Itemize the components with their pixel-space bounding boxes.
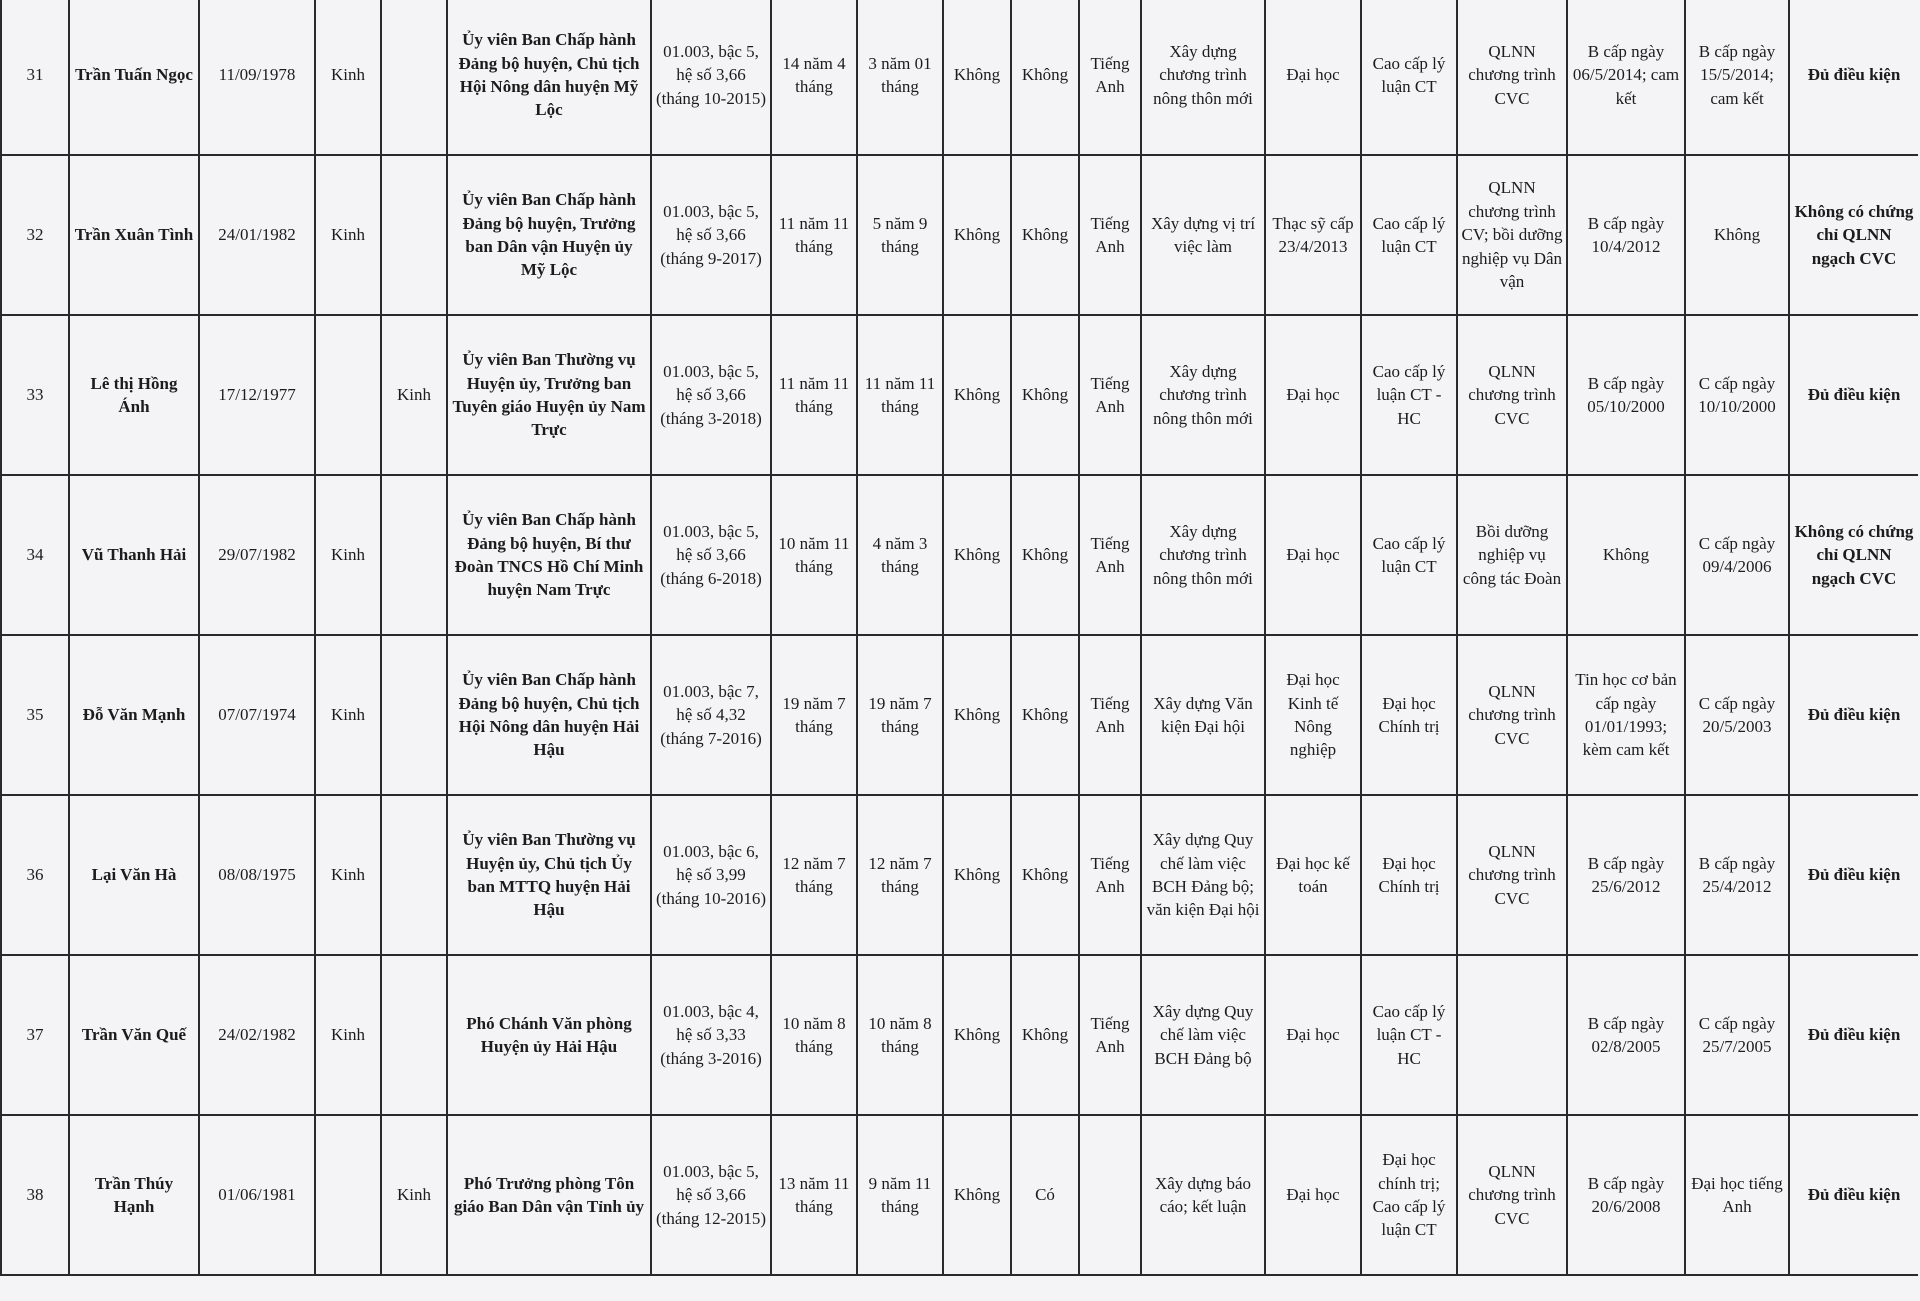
position-cell: Ủy viên Ban Chấp hành Đảng bộ huyện, Chủ tịch Hội Nông dân huyện Mỹ Lộc (447, 0, 651, 155)
years-b-cell: 5 năm 9 tháng (857, 155, 943, 315)
ethnic-female-cell (381, 155, 447, 315)
col-b-cell: Có (1011, 1115, 1079, 1275)
foreign-lang-cell: C cấp ngày 20/5/2003 (1685, 635, 1789, 795)
col-b-cell: Không (1011, 0, 1079, 155)
project-cell: Xây dựng chương trình nông thôn mới (1141, 315, 1265, 475)
name-cell: Đỗ Văn Mạnh (69, 635, 199, 795)
years-b-cell: 12 năm 7 tháng (857, 795, 943, 955)
col-a-cell: Không (943, 635, 1011, 795)
dob-cell: 08/08/1975 (199, 795, 315, 955)
dob-cell: 24/01/1982 (199, 155, 315, 315)
col-b-cell: Không (1011, 155, 1079, 315)
years-b-cell: 9 năm 11 tháng (857, 1115, 943, 1275)
conclusion-cell: Đủ điều kiện (1789, 795, 1918, 955)
col-b-cell: Không (1011, 955, 1079, 1115)
col-a-cell: Không (943, 315, 1011, 475)
dob-cell: 11/09/1978 (199, 0, 315, 155)
name-cell: Lại Văn Hà (69, 795, 199, 955)
project-cell: Xây dựng chương trình nông thôn mới (1141, 475, 1265, 635)
project-cell: Xây dựng chương trình nông thôn mới (1141, 0, 1265, 155)
salary-cell: 01.003, bậc 5, hệ số 3,66 (tháng 9-2017) (651, 155, 771, 315)
informatics-cell: Tin học cơ bản cấp ngày 01/01/1993; kèm cam kết (1567, 635, 1685, 795)
ethnic-male-cell (315, 315, 381, 475)
ethnic-male-cell (315, 1115, 381, 1275)
language-cell: Tiếng Anh (1079, 0, 1141, 155)
col-a-cell: Không (943, 1115, 1011, 1275)
table-row (1, 315, 1918, 475)
ethnic-male-cell: Kinh (315, 635, 381, 795)
political-cell: Đại học chính trị; Cao cấp lý luận CT (1361, 1115, 1457, 1275)
project-cell: Xây dựng Quy chế làm việc BCH Đảng bộ; văn kiện Đại hội (1141, 795, 1265, 955)
dob-cell: 01/06/1981 (199, 1115, 315, 1275)
ethnic-female-cell (381, 795, 447, 955)
dob-cell: 17/12/1977 (199, 315, 315, 475)
management-cell: QLNN chương trình CVC (1457, 315, 1567, 475)
education-cell: Đại học (1265, 1115, 1361, 1275)
col-b-cell: Không (1011, 795, 1079, 955)
position-cell: Ủy viên Ban Chấp hành Đảng bộ huyện, Chủ tịch Hội Nông dân huyện Hải Hậu (447, 635, 651, 795)
years-b-cell: 3 năm 01 tháng (857, 0, 943, 155)
education-cell: Đại học (1265, 475, 1361, 635)
conclusion-cell: Đủ điều kiện (1789, 1115, 1918, 1275)
language-cell: Tiếng Anh (1079, 475, 1141, 635)
table-row (1, 795, 1918, 955)
management-cell: QLNN chương trình CVC (1457, 635, 1567, 795)
management-cell: QLNN chương trình CVC (1457, 1115, 1567, 1275)
col-a-cell: Không (943, 955, 1011, 1115)
management-cell (1457, 955, 1567, 1115)
dob-cell: 29/07/1982 (199, 475, 315, 635)
foreign-lang-cell: C cấp ngày 09/4/2006 (1685, 475, 1789, 635)
ethnic-female-cell: Kinh (381, 1115, 447, 1275)
informatics-cell: B cấp ngày 02/8/2005 (1567, 955, 1685, 1115)
management-cell: QLNN chương trình CVC (1457, 0, 1567, 155)
informatics-cell: B cấp ngày 06/5/2014; cam kết (1567, 0, 1685, 155)
years-a-cell: 10 năm 8 tháng (771, 955, 857, 1115)
salary-cell: 01.003, bậc 7, hệ số 4,32 (tháng 7-2016) (651, 635, 771, 795)
language-cell: Tiếng Anh (1079, 315, 1141, 475)
ethnic-male-cell: Kinh (315, 155, 381, 315)
col-b-cell: Không (1011, 315, 1079, 475)
language-cell: Tiếng Anh (1079, 795, 1141, 955)
years-b-cell: 19 năm 7 tháng (857, 635, 943, 795)
conclusion-cell: Đủ điều kiện (1789, 0, 1918, 155)
stt-cell: 35 (1, 635, 69, 795)
salary-cell: 01.003, bậc 5, hệ số 3,66 (tháng 10-2015) (651, 0, 771, 155)
name-cell: Lê thị Hồng Ánh (69, 315, 199, 475)
years-b-cell: 11 năm 11 tháng (857, 315, 943, 475)
col-a-cell: Không (943, 0, 1011, 155)
conclusion-cell: Không có chứng chỉ QLNN ngạch CVC (1789, 475, 1918, 635)
foreign-lang-cell: B cấp ngày 15/5/2014; cam kết (1685, 0, 1789, 155)
informatics-cell: B cấp ngày 05/10/2000 (1567, 315, 1685, 475)
years-a-cell: 13 năm 11 tháng (771, 1115, 857, 1275)
dob-cell: 24/02/1982 (199, 955, 315, 1115)
years-b-cell: 4 năm 3 tháng (857, 475, 943, 635)
ethnic-female-cell (381, 0, 447, 155)
management-cell: QLNN chương trình CVC (1457, 795, 1567, 955)
col-a-cell: Không (943, 475, 1011, 635)
table-row (1, 955, 1918, 1115)
language-cell: Tiếng Anh (1079, 635, 1141, 795)
political-cell: Cao cấp lý luận CT (1361, 475, 1457, 635)
conclusion-cell: Không có chứng chỉ QLNN ngạch CVC (1789, 155, 1918, 315)
table-body (1, 0, 1918, 1275)
foreign-lang-cell: C cấp ngày 25/7/2005 (1685, 955, 1789, 1115)
years-b-cell: 10 năm 8 tháng (857, 955, 943, 1115)
education-cell: Thạc sỹ cấp 23/4/2013 (1265, 155, 1361, 315)
dob-cell: 07/07/1974 (199, 635, 315, 795)
col-a-cell: Không (943, 155, 1011, 315)
project-cell: Xây dựng vị trí việc làm (1141, 155, 1265, 315)
name-cell: Trần Văn Quế (69, 955, 199, 1115)
informatics-cell: B cấp ngày 25/6/2012 (1567, 795, 1685, 955)
foreign-lang-cell: C cấp ngày 10/10/2000 (1685, 315, 1789, 475)
conclusion-cell: Đủ điều kiện (1789, 955, 1918, 1115)
ethnic-male-cell: Kinh (315, 0, 381, 155)
stt-cell: 37 (1, 955, 69, 1115)
foreign-lang-cell: Không (1685, 155, 1789, 315)
position-cell: Ủy viên Ban Thường vụ Huyện ủy, Trưởng ban Tuyên giáo Huyện ủy Nam Trực (447, 315, 651, 475)
salary-cell: 01.003, bậc 6, hệ số 3,99 (tháng 10-2016) (651, 795, 771, 955)
position-cell: Ủy viên Ban Thường vụ Huyện ủy, Chủ tịch Ủy ban MTTQ huyện Hải Hậu (447, 795, 651, 955)
years-a-cell: 14 năm 4 tháng (771, 0, 857, 155)
education-cell: Đại học (1265, 955, 1361, 1115)
years-a-cell: 19 năm 7 tháng (771, 635, 857, 795)
ethnic-female-cell (381, 635, 447, 795)
name-cell: Trần Xuân Tình (69, 155, 199, 315)
stt-cell: 38 (1, 1115, 69, 1275)
stt-cell: 33 (1, 315, 69, 475)
political-cell: Cao cấp lý luận CT - HC (1361, 315, 1457, 475)
table-row (1, 0, 1918, 155)
language-cell: Tiếng Anh (1079, 155, 1141, 315)
table-row (1, 155, 1918, 315)
foreign-lang-cell: B cấp ngày 25/4/2012 (1685, 795, 1789, 955)
salary-cell: 01.003, bậc 4, hệ số 3,33 (tháng 3-2016) (651, 955, 771, 1115)
stt-cell: 36 (1, 795, 69, 955)
position-cell: Phó Chánh Văn phòng Huyện ủy Hải Hậu (447, 955, 651, 1115)
education-cell: Đại học (1265, 0, 1361, 155)
education-cell: Đại học Kinh tế Nông nghiệp (1265, 635, 1361, 795)
salary-cell: 01.003, bậc 5, hệ số 3,66 (tháng 6-2018) (651, 475, 771, 635)
informatics-cell: Không (1567, 475, 1685, 635)
political-cell: Đại học Chính trị (1361, 795, 1457, 955)
project-cell: Xây dựng báo cáo; kết luận (1141, 1115, 1265, 1275)
position-cell: Ủy viên Ban Chấp hành Đảng bộ huyện, Trưởng ban Dân vận Huyện ủy Mỹ Lộc (447, 155, 651, 315)
education-cell: Đại học (1265, 315, 1361, 475)
management-cell: QLNN chương trình CV; bồi dưỡng nghiệp vụ Dân vận (1457, 155, 1567, 315)
ethnic-male-cell: Kinh (315, 795, 381, 955)
ethnic-female-cell (381, 955, 447, 1115)
ethnic-male-cell: Kinh (315, 955, 381, 1115)
stt-cell: 34 (1, 475, 69, 635)
conclusion-cell: Đủ điều kiện (1789, 635, 1918, 795)
project-cell: Xây dựng Quy chế làm việc BCH Đảng bộ (1141, 955, 1265, 1115)
table-row (1, 1115, 1918, 1275)
salary-cell: 01.003, bậc 5, hệ số 3,66 (tháng 3-2018) (651, 315, 771, 475)
salary-cell: 01.003, bậc 5, hệ số 3,66 (tháng 12-2015) (651, 1115, 771, 1275)
name-cell: Vũ Thanh Hải (69, 475, 199, 635)
table-row (1, 635, 1918, 795)
stt-cell: 31 (1, 0, 69, 155)
ethnic-female-cell: Kinh (381, 315, 447, 475)
management-cell: Bồi dưỡng nghiệp vụ công tác Đoàn (1457, 475, 1567, 635)
col-b-cell: Không (1011, 635, 1079, 795)
political-cell: Cao cấp lý luận CT - HC (1361, 955, 1457, 1115)
position-cell: Ủy viên Ban Chấp hành Đảng bộ huyện, Bí thư Đoàn TNCS Hồ Chí Minh huyện Nam Trực (447, 475, 651, 635)
ethnic-female-cell (381, 475, 447, 635)
political-cell: Đại học Chính trị (1361, 635, 1457, 795)
table-row (1, 475, 1918, 635)
language-cell: Tiếng Anh (1079, 955, 1141, 1115)
years-a-cell: 11 năm 11 tháng (771, 155, 857, 315)
foreign-lang-cell: Đại học tiếng Anh (1685, 1115, 1789, 1275)
years-a-cell: 12 năm 7 tháng (771, 795, 857, 955)
position-cell: Phó Trưởng phòng Tôn giáo Ban Dân vận Tỉnh ủy (447, 1115, 651, 1275)
project-cell: Xây dựng Văn kiện Đại hội (1141, 635, 1265, 795)
col-a-cell: Không (943, 795, 1011, 955)
ethnic-male-cell: Kinh (315, 475, 381, 635)
political-cell: Cao cấp lý luận CT (1361, 0, 1457, 155)
education-cell: Đại học kế toán (1265, 795, 1361, 955)
name-cell: Trần Thúy Hạnh (69, 1115, 199, 1275)
col-b-cell: Không (1011, 475, 1079, 635)
conclusion-cell: Đủ điều kiện (1789, 315, 1918, 475)
years-a-cell: 11 năm 11 tháng (771, 315, 857, 475)
informatics-cell: B cấp ngày 20/6/2008 (1567, 1115, 1685, 1275)
stt-cell: 32 (1, 155, 69, 315)
informatics-cell: B cấp ngày 10/4/2012 (1567, 155, 1685, 315)
name-cell: Trần Tuấn Ngọc (69, 0, 199, 155)
language-cell (1079, 1115, 1141, 1275)
years-a-cell: 10 năm 11 tháng (771, 475, 857, 635)
political-cell: Cao cấp lý luận CT (1361, 155, 1457, 315)
